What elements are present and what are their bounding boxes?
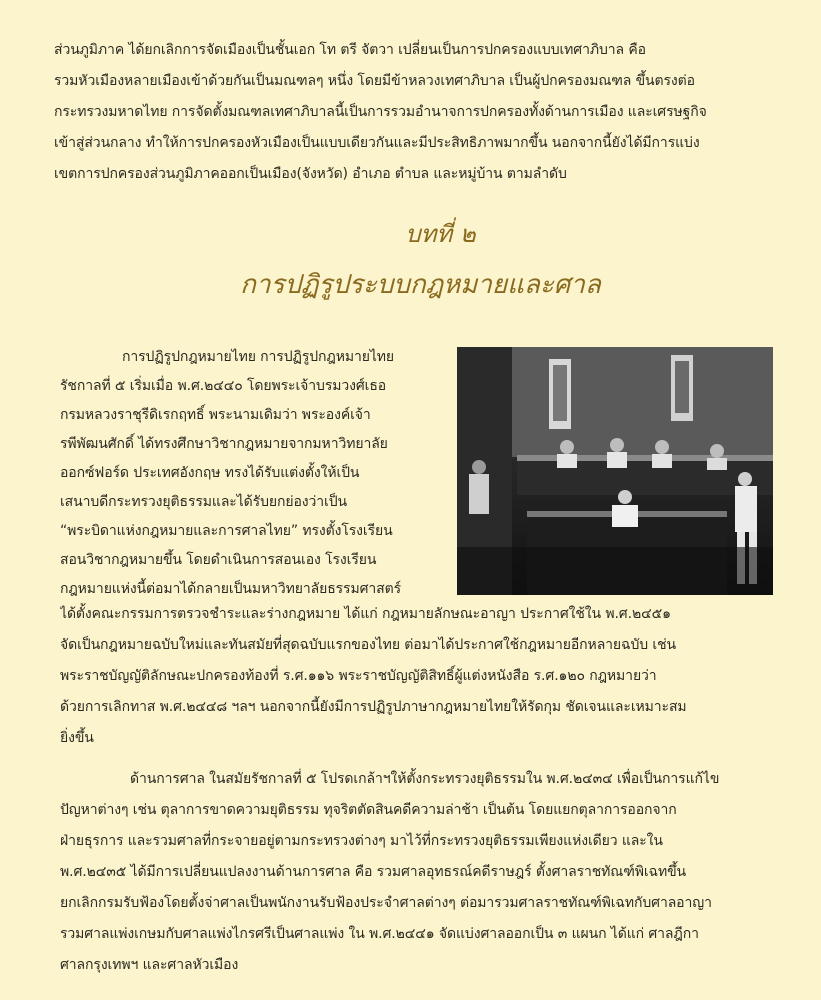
law-line: รัชกาลที่ ๕ เริ่มเมื่อ พ.ศ.๒๔๔๐ โดยพระเจ้าบรมวงศ์เธอ — [60, 378, 387, 394]
court-line: พ.ศ.๒๔๓๕ ได้มีการเปลี่ยนแปลงงานด้านการศาล คือ รวมศาลอุทธรณ์คดีราษฎร์ ตั้งศาลราชทัณฑ์พิเฉทขึ้น — [60, 864, 687, 880]
court-line: ด้านการศาล ในสมัยรัชกาลที่ ๕ โปรดเกล้าฯให้ตั้งกระทรวงยุติธรรมใน พ.ศ.๒๔๓๔ เพื่อเป็นการแก้ไข — [130, 771, 720, 787]
law-line: “พระบิดาแห่งกฎหมายและการศาลไทย” ทรงตั้งโรงเรียน — [60, 523, 393, 539]
intro-paragraph — [54, 35, 784, 190]
law-line: การปฏิรูปกฎหมายไทย การปฏิรูปกฎหมายไทย — [122, 349, 394, 365]
courtroom-photo — [457, 347, 773, 595]
law-line: รพีพัฒนศักดิ์ ได้ทรงศึกษาวิชากฎหมายจากมหาวิทยาลัย — [60, 436, 388, 452]
law-line: สอนวิชากฎหมายขึ้น โดยดำเนินการสอนเอง โรงเรียน — [60, 552, 377, 568]
law-line: พระราชบัญญัติลักษณะปกครองท้องที่ ร.ศ.๑๑๖ พระราชบัญญัติสิทธิ์ผู้แต่งหนังสือ ร.ศ.๑๒๐ กฎหมายว่า — [60, 668, 657, 684]
court-line: รวมศาลแพ่งเกษมกับศาลแพ่งไกรศรีเป็นศาลแพ่ง ใน พ.ศ.๒๔๔๑ จัดแบ่งศาลออกเป็น ๓ แผนก ได้แก่ ศาลฎีกา — [60, 926, 699, 942]
law-line: กรมหลวงราชุรีดิเรกฤทธิ์ พระนามเดิมว่า พระองค์เจ้า — [60, 407, 371, 423]
law-line: กฎหมายแห่งนี้ต่อมาได้กลายเป็นมหาวิทยาลัยธรรมศาสตร์ — [60, 581, 402, 597]
court-reform-paragraph — [60, 764, 800, 981]
law-reform-continued — [60, 599, 790, 754]
court-line: ศาลกรุงเทพฯ และศาลหัวเมือง — [60, 957, 239, 973]
law-line: จัดเป็นกฎหมายฉบับใหม่และทันสมัยที่สุดฉบับแรกของไทย ต่อมาได้ประกาศใช้กฎหมายอีกหลายฉบับ เช่น — [60, 637, 676, 653]
law-line: ยิ่งขึ้น — [60, 730, 94, 746]
chapter-title: การปฏิรูประบบกฎหมายและศาล — [240, 270, 601, 300]
intro-line: เขตการปกครองส่วนภูมิภาคออกเป็นเมือง(จังหวัด) อำเภอ ตำบล และหมู่บ้าน ตามลำดับ — [54, 166, 567, 182]
court-line: ฝ่ายธุรการ และรวมศาลที่กระจายอยู่ตามกระทรวงต่างๆ มาไว้ที่กระทรวงยุติธรรมเพียงแห่งเดียว และใน — [60, 833, 663, 849]
court-line: ปัญหาต่างๆ เช่น ตุลาการขาดความยุติธรรม ทุจริตตัดสินคดีความล่าช้า เป็นต้น โดยแยกตุลาการออกจาก — [60, 802, 677, 818]
courtroom-photo-image — [457, 347, 773, 595]
intro-line: เข้าสู่ส่วนกลาง ทำให้การปกครองหัวเมืองเป็นแบบเดียวกันและมีประสิทธิภาพมากขึ้น นอกจากนี้ยังได้มีการแบ่ง — [54, 135, 700, 151]
intro-line: ส่วนภูมิภาค ได้ยกเลิกการจัดเมืองเป็นชั้นเอก โท ตรี จัตวา เปลี่ยนเป็นการปกครองแบบเทศาภิบาล คือ — [54, 42, 646, 58]
law-line: ด้วยการเลิกทาส พ.ศ.๒๔๔๘ ฯลฯ นอกจากนี้ยังมีการปฏิรูปภาษากฎหมายไทยให้รัดกุม ชัดเจนและเหมาะสม — [60, 699, 687, 715]
law-reform-paragraph — [60, 343, 450, 604]
law-line: ได้ตั้งคณะกรรมการตรวจชำระและร่างกฎหมาย ได้แก่ กฎหมายลักษณะอาญา ประกาศใช้ใน พ.ศ.๒๔๕๑ — [60, 606, 671, 622]
court-line: ยกเลิกกรมรับฟ้องโดยตั้งจ่าศาลเป็นพนักงานรับฟ้องประจำศาลต่างๆ ต่อมารวมศาลราชทัณฑ์พิเฉทกับศาลอาญา — [60, 895, 712, 911]
law-line: ออกซ์ฟอร์ด ประเทศอังกฤษ ทรงได้รับแต่งตั้งให้เป็น — [60, 465, 360, 481]
chapter-number: บทที่ ๒ — [405, 220, 476, 248]
intro-line: รวมหัวเมืองหลายเมืองเข้าด้วยกันเป็นมณฑลๆ หนึ่ง โดยมีข้าหลวงเทศาภิบาล เป็นผู้ปกครองมณฑล ขึ้นตรงต่อ — [54, 73, 695, 89]
intro-line: กระทรวงมหาดไทย การจัดตั้งมณฑลเทศาภิบาลนี้เป็นการรวมอำนาจการปกครองทั้งด้านการเมือง และเศรษฐกิจ — [54, 104, 707, 120]
law-line: เสนาบดีกระทรวงยุติธรรมและได้รับยกย่องว่าเป็น — [60, 494, 347, 510]
